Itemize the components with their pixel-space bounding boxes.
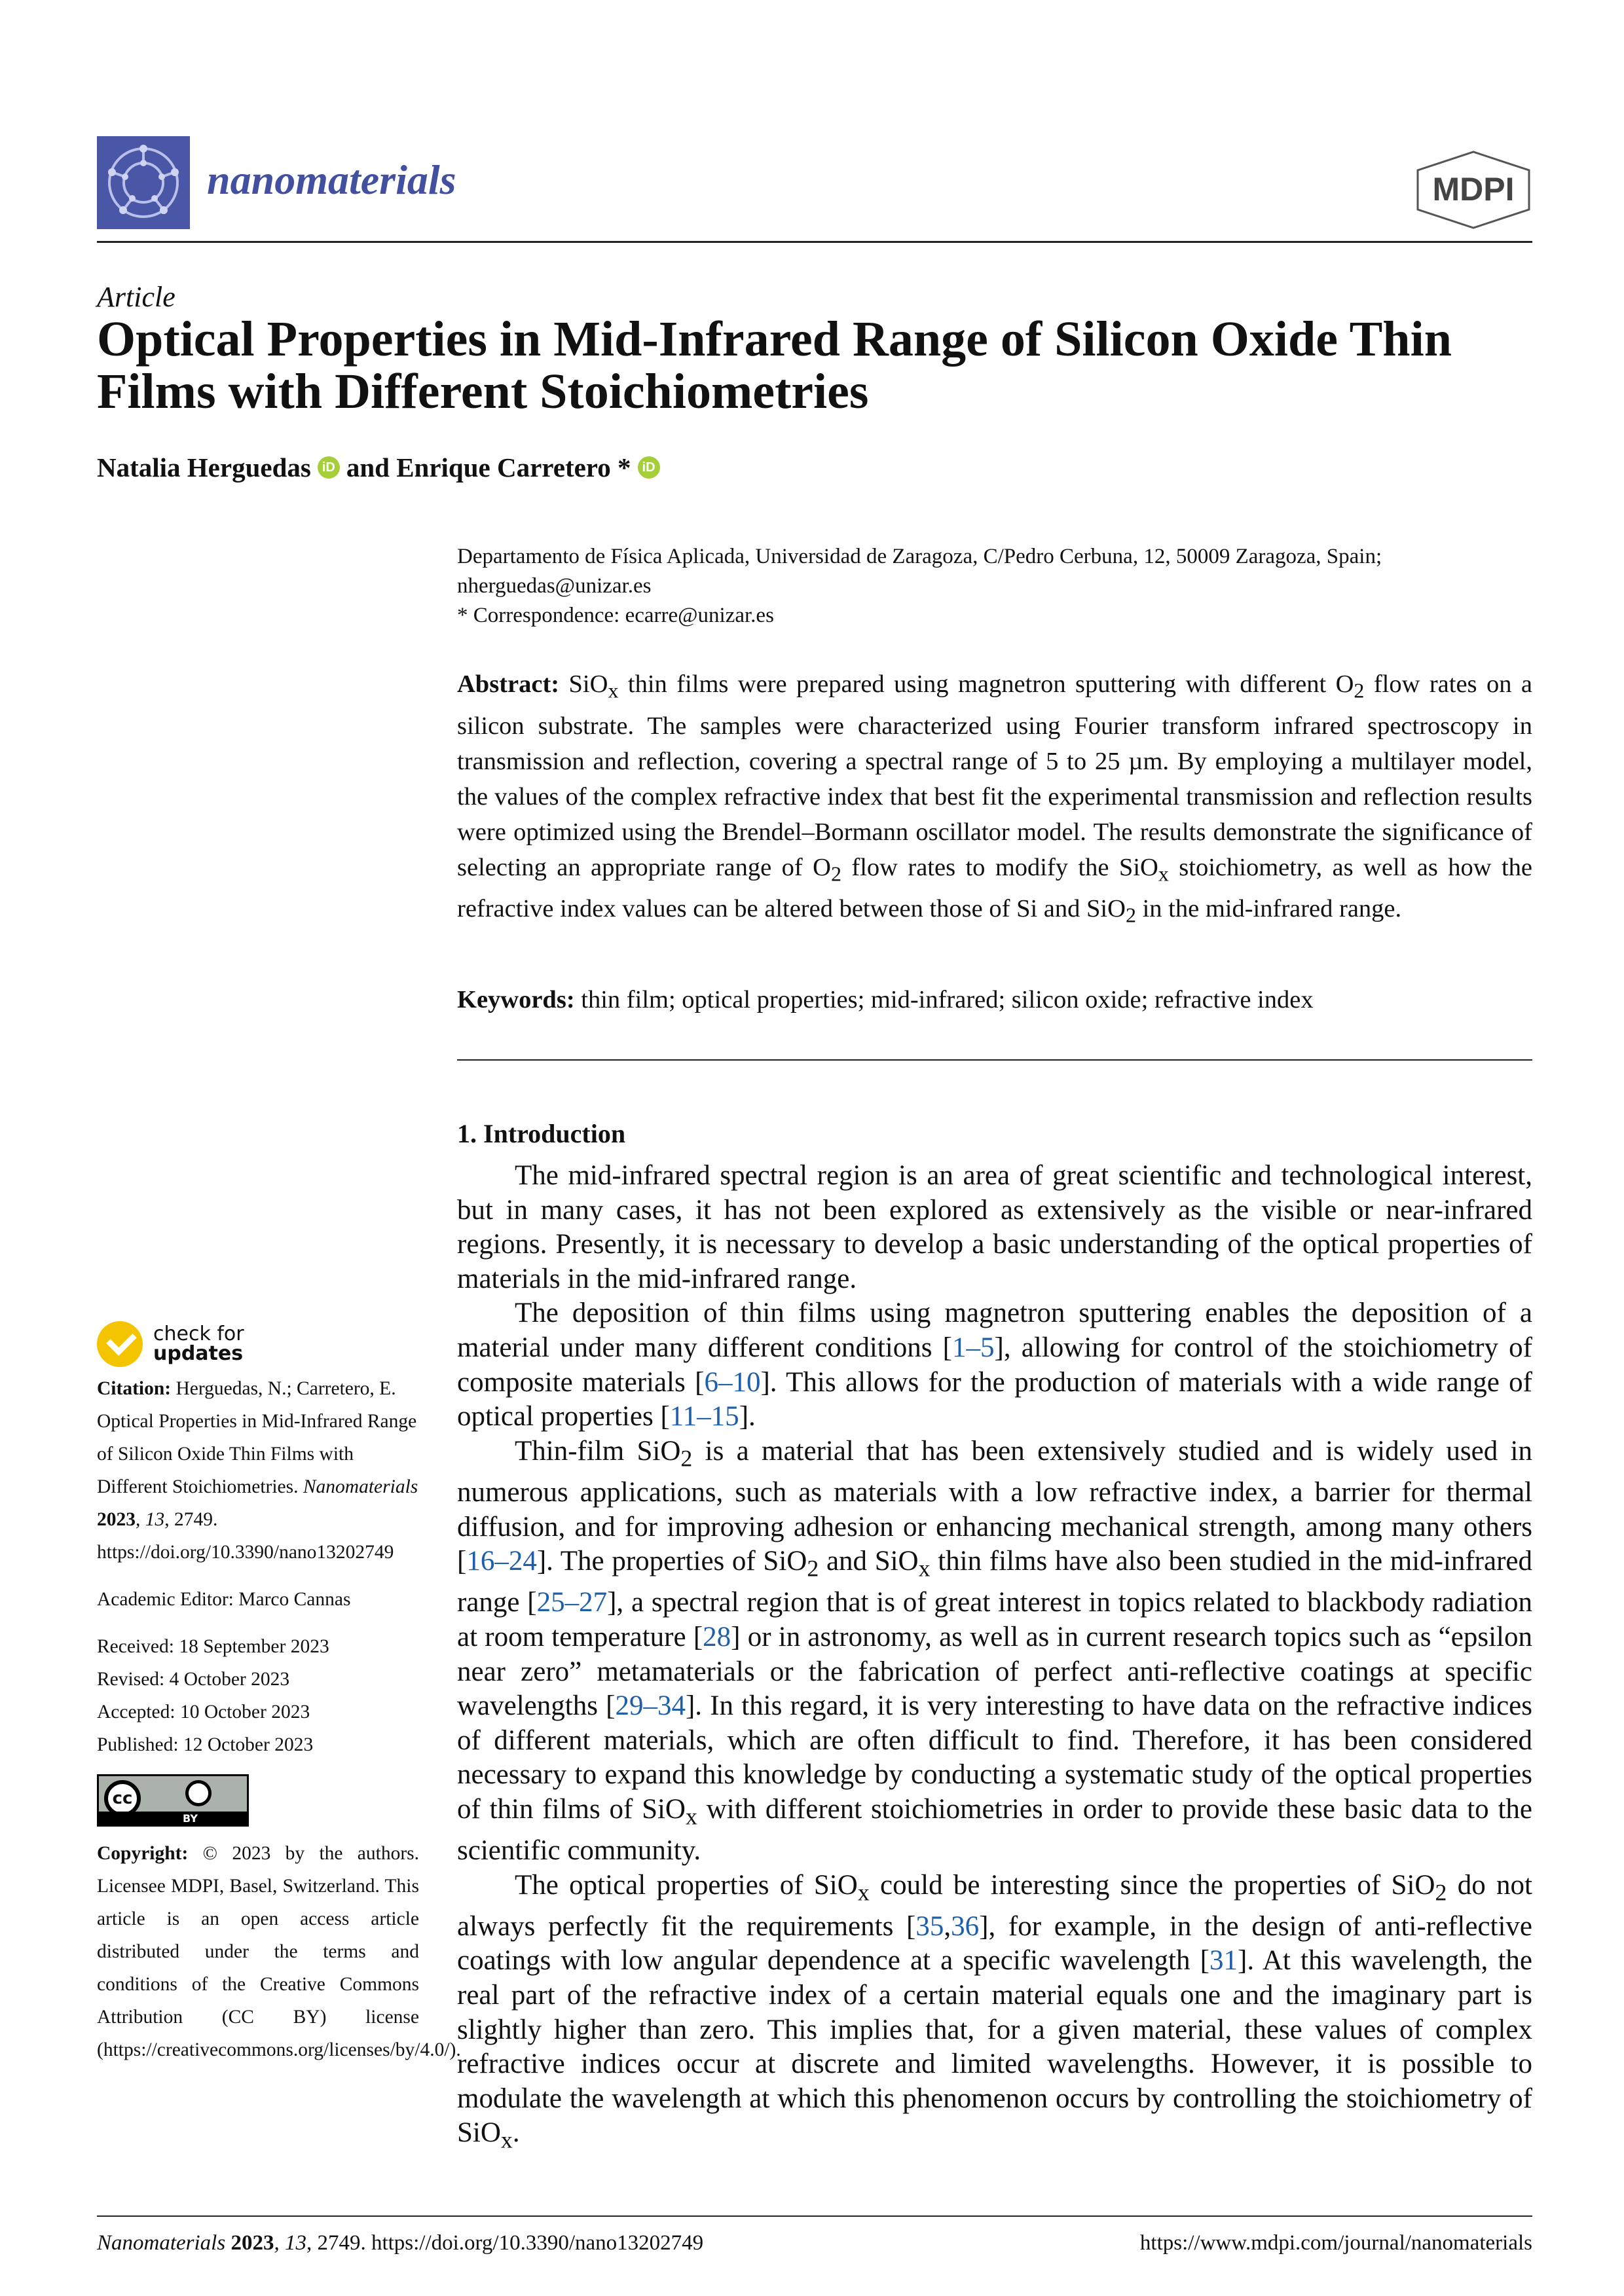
citation-text: Herguedas, N.; Carretero, E. Optical Properties in Mid-Infrared Range of Silicon Oxide Thin Films with Different Stoichiometries.	[97, 1378, 417, 1497]
text-run: The optical properties of SiO	[515, 1869, 858, 1901]
text-run: and SiO	[819, 1546, 919, 1577]
text-run: The mid-infrared spectral region is an area of great scientific and technological interest, but in many cases, it has not been explored as extensively as the visible or near-infrared regions. Presently, it is necessary to develop a basic understanding of the optical properties of materials in the mid-infrared range.	[457, 1160, 1532, 1294]
author-name: Natalia Herguedas	[97, 452, 311, 483]
keywords-label: Keywords:	[457, 986, 575, 1013]
checkmark-icon	[97, 1321, 143, 1367]
text-run: with different stoichiometries in order to provide these basic data to the scientific community.	[457, 1793, 1533, 1867]
paragraph	[457, 1296, 1532, 1434]
page-footer	[97, 2231, 1532, 2255]
subscript: 2	[1354, 678, 1365, 702]
fullerene-icon	[97, 136, 190, 229]
citation-link[interactable]: 16–24	[466, 1546, 537, 1577]
citation-doi[interactable]: , 2749. https://doi.org/10.3390/nano13202749	[97, 1509, 394, 1563]
subscript: x	[685, 1803, 697, 1830]
author-name: and Enrique Carretero *	[346, 452, 631, 483]
footer-volume: , 13	[274, 2231, 306, 2255]
citation-link[interactable]: 1–5	[952, 1332, 995, 1363]
abstract-rule	[457, 1059, 1532, 1061]
text-run: ]. This allows for the production of materials with a wide range of optical properties [	[457, 1366, 1532, 1432]
citation-link[interactable]: 25–27	[536, 1587, 608, 1618]
citation-link[interactable]: 31	[1209, 1945, 1238, 1977]
citation-label: Citation:	[97, 1378, 172, 1399]
subscript: 2	[830, 862, 841, 886]
revised-date: Revised: 4 October 2023	[97, 1669, 290, 1690]
attribution-icon	[185, 1780, 212, 1806]
subscript: x	[500, 2127, 513, 2153]
section-heading: 1. Introduction	[457, 1119, 626, 1148]
by-label: BY	[183, 1812, 198, 1825]
orcid-icon[interactable]: iD	[638, 456, 660, 479]
subscript: 2	[1435, 1879, 1447, 1906]
text-run: .	[512, 2117, 520, 2149]
text-run: ]. The properties of SiO	[536, 1546, 807, 1577]
text-run: thin films were prepared using magnetron sputtering with different O	[618, 670, 1354, 698]
text-run: Thin-film SiO	[515, 1435, 681, 1467]
check-updates-line1: check for	[153, 1322, 244, 1345]
citation-year: 2023	[97, 1509, 136, 1530]
check-for-updates-button[interactable]	[97, 1321, 419, 1367]
affiliation	[457, 542, 1538, 630]
abstract-label: Abstract:	[457, 670, 560, 698]
text-run: ,	[944, 1910, 951, 1942]
footer-citation	[97, 2231, 703, 2255]
text-run: ], allowing for control of the stoichiometry of composite materials [	[457, 1332, 1532, 1398]
footer-year: 2023	[225, 2231, 274, 2255]
mdpi-logo	[1414, 151, 1532, 229]
text-run: ], a spectral region that is of great interest in topics related to blackbody radiation at room temperature [	[457, 1587, 1532, 1652]
citation-link[interactable]: 35	[915, 1910, 944, 1942]
text-run: ] or in astronomy, as well as in current research topics such as “epsilon near zero” metamaterials or the fabrication of perfect anti-reflective coatings at specific wavelengths [	[457, 1621, 1532, 1722]
cc-icon: cc	[104, 1780, 141, 1817]
article-type: Article	[97, 281, 175, 313]
footer-doi[interactable]: , 2749. https://doi.org/10.3390/nano13202749	[306, 2231, 704, 2255]
paragraph	[457, 1434, 1532, 1868]
header-rule	[97, 241, 1532, 243]
subscript: x	[918, 1555, 931, 1582]
body-text	[457, 1159, 1532, 2158]
cc-by-license-badge[interactable]	[97, 1774, 249, 1827]
author-list	[97, 452, 660, 483]
keywords-text: thin film; optical properties; mid-infrared; silicon oxide; refractive index	[574, 986, 1314, 1013]
check-updates-line2: updates	[153, 1342, 244, 1365]
text-run: is a material that has been extensively studied and is widely used in numerous applications, such as materials with a low refractive index, a barrier for thermal diffusion, and for improving adhesion or enhancing mechanical strength, among many others [	[457, 1435, 1532, 1577]
text-run: thin films have also been studied in the mid-infrared range [	[457, 1546, 1532, 1618]
citation-volume: , 13	[136, 1509, 165, 1530]
citation-link[interactable]: 6–10	[704, 1366, 761, 1398]
paper-title: Optical Properties in Mid-Infrared Range of Silicon Oxide Thin Films with Different Stoichiometries	[97, 312, 1452, 419]
sidebar	[97, 1321, 461, 2081]
text-run: ], for example, in the design of anti-reflective coatings with low angular dependence at a specific wavelength [	[457, 1910, 1533, 1977]
orcid-icon[interactable]: iD	[318, 456, 340, 479]
citation-journal: Nanomaterials	[303, 1476, 418, 1497]
text-run: ].	[739, 1401, 756, 1432]
keywords	[457, 982, 1532, 1017]
citation-link[interactable]: 11–15	[669, 1401, 739, 1432]
text-run: could be interesting since the properties of SiO	[869, 1869, 1435, 1901]
svg-text:MDPI: MDPI	[1432, 171, 1515, 208]
author-email: nherguedas@unizar.es	[457, 574, 652, 598]
subscript: x	[857, 1879, 870, 1906]
subscript: 2	[807, 1555, 819, 1582]
copyright-text: © 2023 by the authors. Licensee MDPI, Basel, Switzerland. This article is an open access article distributed under the terms and conditions of the Creative Commons Attribution (CC BY) license (https://creativecommons.org/licenses/by/4.0/).	[97, 1843, 461, 2060]
paragraph	[457, 1159, 1532, 1296]
text-run: SiO	[559, 670, 608, 698]
footer-journal: Nanomaterials	[97, 2231, 226, 2255]
accepted-date: Accepted: 10 October 2023	[97, 1702, 310, 1722]
journal-logo	[97, 136, 190, 229]
text-run: do not always perfectly fit the requirements [	[457, 1869, 1532, 1942]
received-date: Received: 18 September 2023	[97, 1636, 329, 1657]
subscript: x	[1158, 862, 1169, 886]
text-run: in the mid-infrared range.	[1135, 895, 1402, 923]
citation-link[interactable]: 36	[951, 1910, 980, 1942]
abstract	[457, 666, 1532, 933]
subscript: 2	[680, 1445, 693, 1472]
text-run: stoichiometry, as well as how the refractive index values can be altered between those of Si and SiO	[457, 853, 1532, 923]
affiliation-address: Departamento de Física Aplicada, Universidad de Zaragoza, C/Pedro Cerbuna, 12, 50009 Zaragoza, Spain;	[457, 545, 1382, 568]
copyright-label: Copyright:	[97, 1843, 189, 1864]
published-date: Published: 12 October 2023	[97, 1734, 314, 1755]
subscript: x	[608, 678, 619, 702]
abstract-text	[457, 670, 1532, 928]
correspondence: * Correspondence: ecarre@unizar.es	[457, 604, 774, 627]
footer-journal-url[interactable]: https://www.mdpi.com/journal/nanomaterials	[1139, 2231, 1532, 2255]
paragraph	[457, 1868, 1532, 2158]
text-run: flow rates on a silicon substrate. The samples were characterized using Fourier transform infrared spectroscopy in transmission and reflection, covering a spectral range of 5 to 25 µm. By employing a multilayer model, the values of the complex refractive index that best fit the experimental transmission and reflection results were optimized using the Brendel–Bormann oscillator model. The results demonstrate the significance of selecting an appropriate range of O	[457, 670, 1532, 881]
citation	[97, 1372, 419, 1569]
journal-name: nanomaterials	[207, 156, 456, 203]
text-run: The deposition of thin films using magnetron sputtering enables the deposition of a material under many different conditions [	[457, 1298, 1532, 1363]
text-run: flow rates to modify the SiO	[841, 853, 1158, 881]
footer-rule	[97, 2215, 1532, 2217]
text-run: ]. At this wavelength, the real part of the refractive index of a certain material equals one and the imaginary part is slightly higher than zero. This implies that, for a given material, these values of complex refractive indices occur at discrete and limited wavelengths. However, it is possible to modulate the wavelength at which this phenomenon occurs by controlling the stoichiometry of SiO	[457, 1945, 1532, 2149]
subscript: 2	[1125, 903, 1136, 928]
text-run: ]. In this regard, it is very interesting to have data on the refractive indices of different materials, which are often difficult to find. Therefore, it has been considered necessary to expand this knowledge by conducting a systematic study of the optical properties of thin films of SiO	[457, 1690, 1532, 1825]
academic-editor: Academic Editor: Marco Cannas	[97, 1589, 351, 1610]
citation-link[interactable]: 28	[703, 1621, 731, 1652]
copyright	[97, 1837, 461, 2066]
citation-link[interactable]: 29–34	[615, 1690, 686, 1722]
